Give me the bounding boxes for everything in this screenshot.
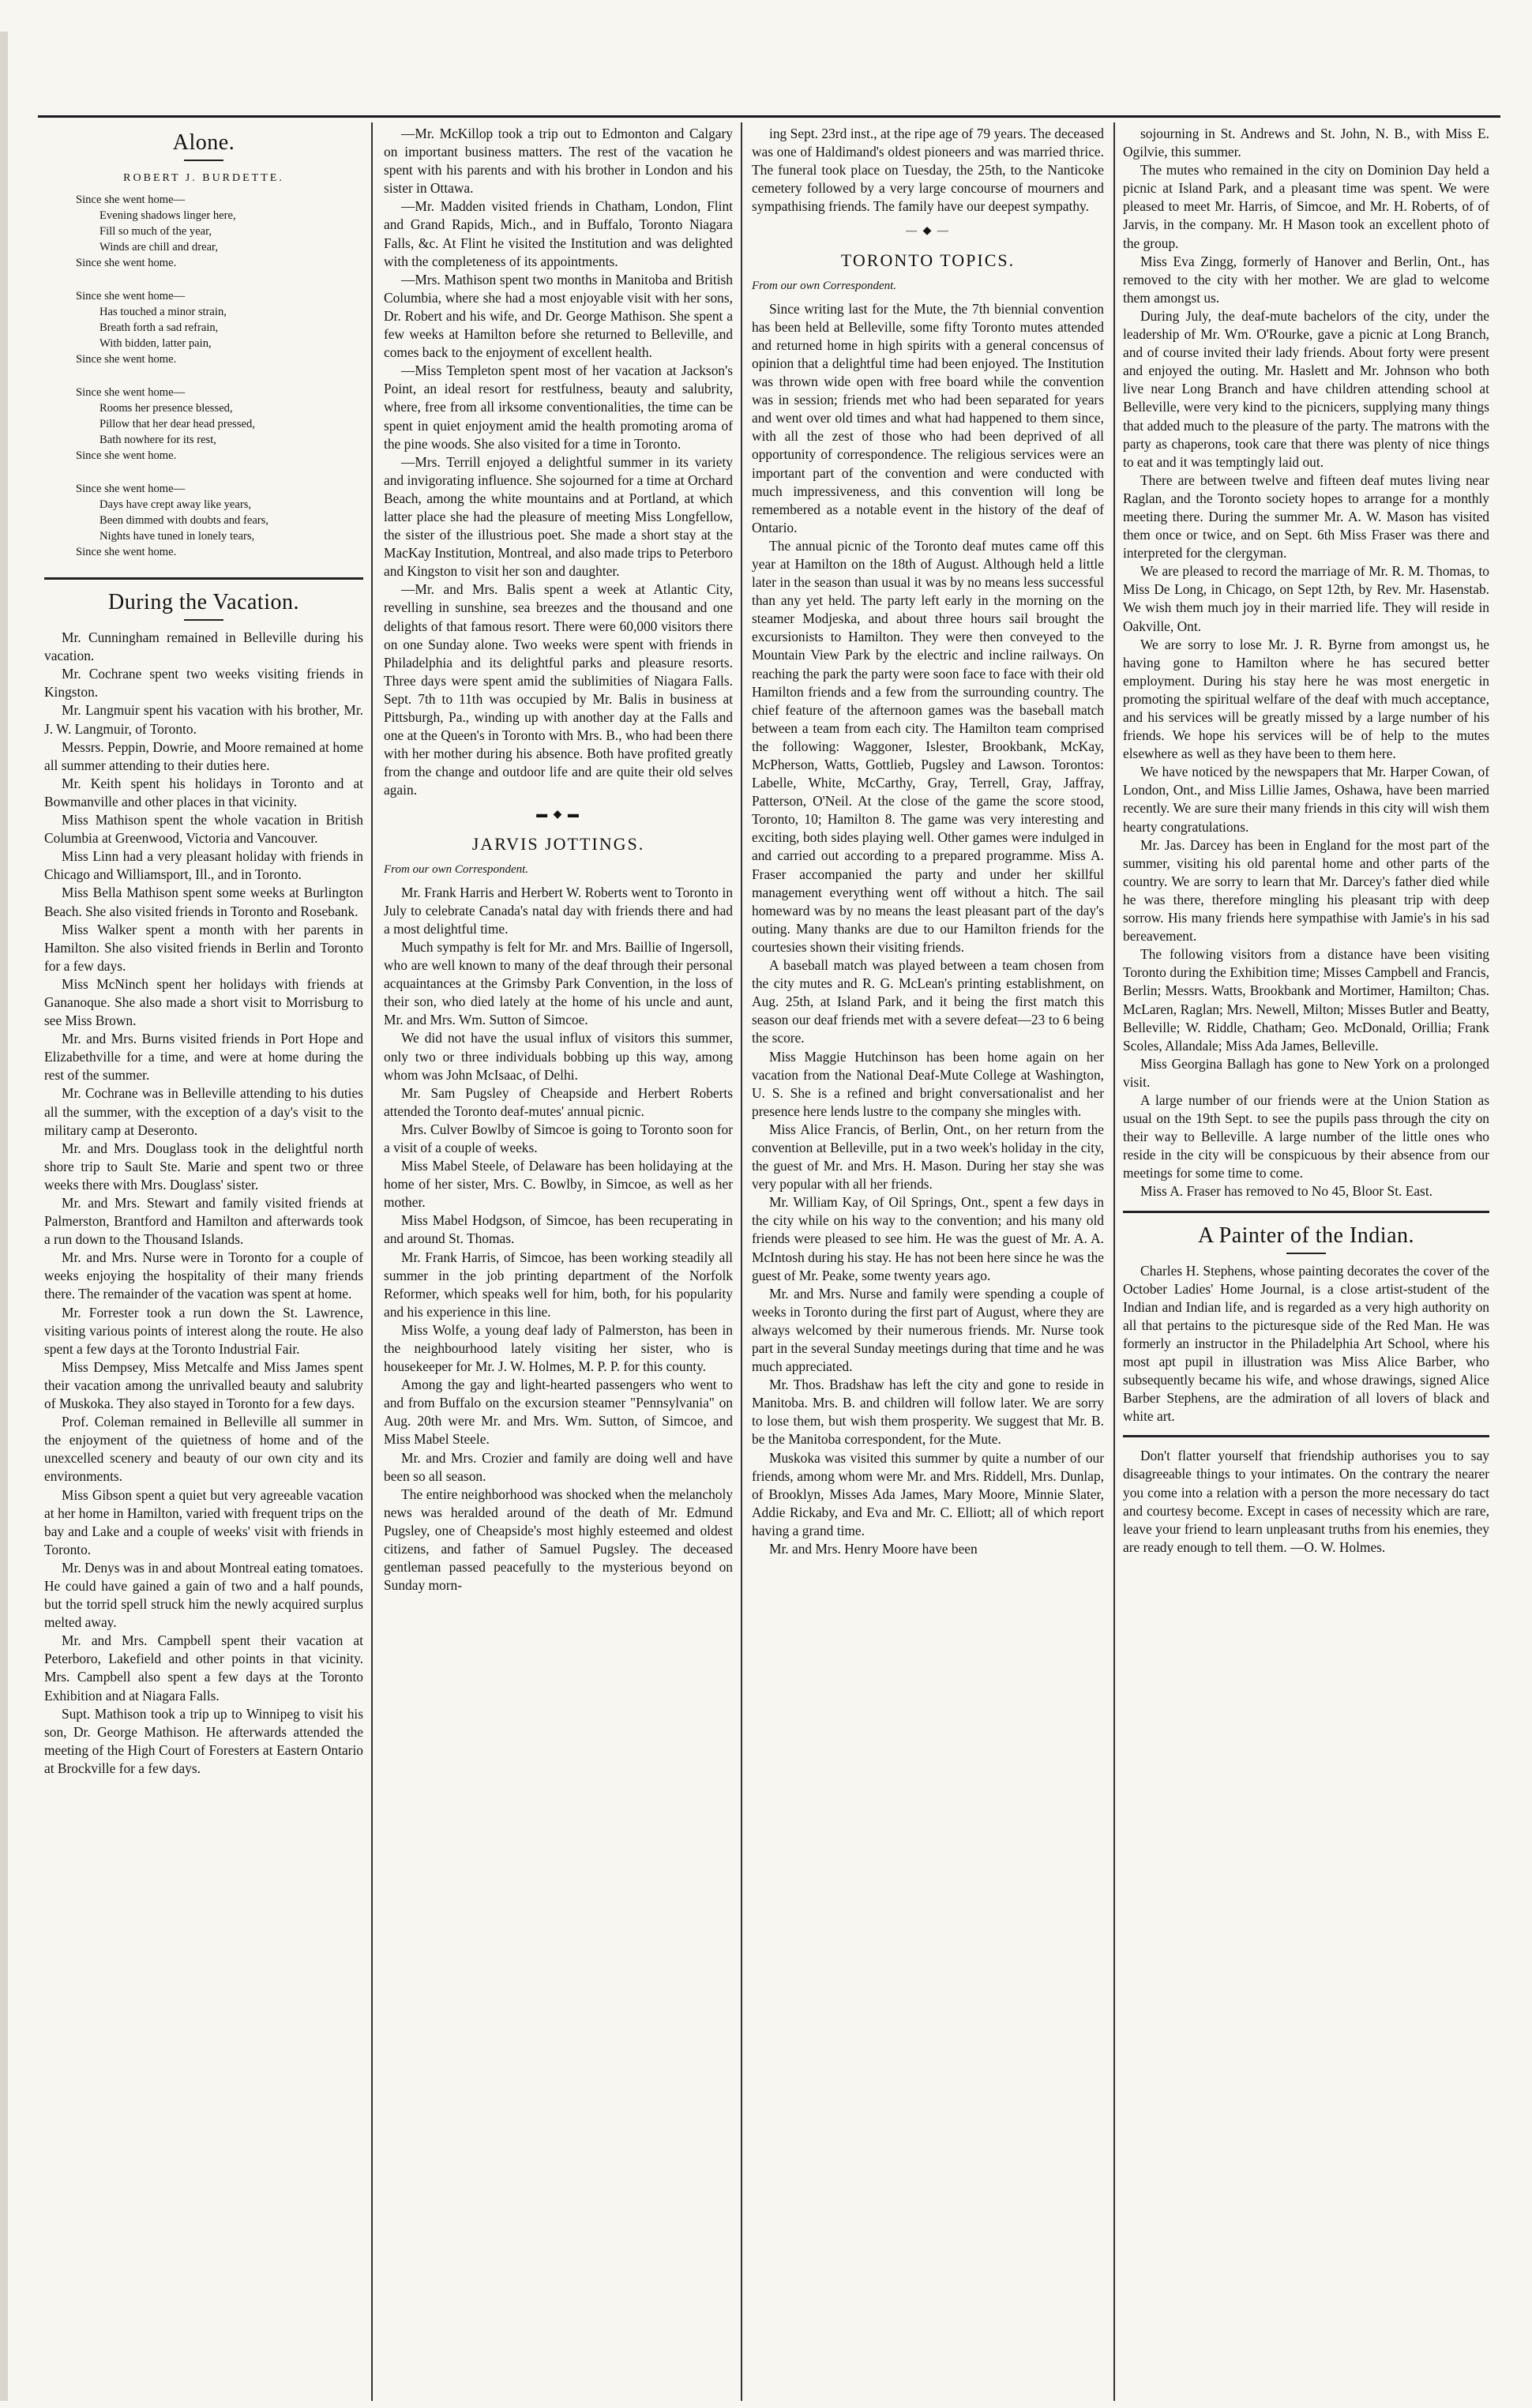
title-rule: [184, 619, 223, 621]
paragraph: Mr. Cochrane was in Belleville attending to his duties all the summer, with the exception of a day's visit to the military camp at Deseronto.: [44, 1085, 363, 1138]
paragraph: Much sympathy is felt for Mr. and Mrs. Baillie of Ingersoll, who are well known to many of the deaf through their personal acquaintances at the Grimsby Park Convention, in the loss of their son, who died lately at the home of his uncle and aunt, Mr. and Mrs. Wm. Sutton of Simcoe.: [384, 938, 733, 1028]
column-rule: [741, 122, 742, 2401]
poem-line: Since she went home.: [76, 257, 177, 270]
paragraph: We did not have the usual influx of visitors this summer, only two or three individuals bobbing up this way, among whom was John McIsaac, of Delhi.: [384, 1030, 733, 1083]
poem-line: Pillow that her dear head pressed,: [100, 418, 255, 431]
paragraph: Mr. Frank Harris, of Simcoe, has been working steadily all summer in the job printing department of the Norfolk Reformer, which speaks well for him, both, for his popularity and his experience in this line.: [384, 1249, 733, 1320]
section-title: TORONTO TOPICS.: [840, 250, 1016, 270]
poem-line: Since she went home—: [76, 193, 186, 207]
article-body: [1123, 125, 1489, 1201]
paragraph: Mr. and Mrs. Crozier and family are doing well and have been so all season.: [384, 1449, 733, 1484]
paragraph: Miss McNinch spent her holidays with friends at Gananoque. She also made a short visit to Morrisburg to see Miss Brown.: [44, 975, 363, 1029]
poem: [76, 192, 363, 560]
poem-stanza: [76, 481, 363, 560]
paragraph: The following visitors from a distance have been visiting Toronto during the Exhibition time; Misses Campbell and Francis, Berlin; Messrs. Watts, Brookbank and Mortimer, Hamilton; Chas. McLaren, Raglan; Mrs. Newell, Milton; Misses Butler and Beatty, Belleville; W. Riddle, Chatham; Geo. McDonald, Orillia; Frank Scoles, Allandale; Miss Ada James, Belleville.: [1123, 946, 1489, 1054]
paragraph: Mr. and Mrs. Burns visited friends in Port Hope and Elizabethville for a time, and were at home during the rest of the summer.: [44, 1031, 363, 1084]
paragraph: Muskoka was visited this summer by quite a number of our friends, among whom were Mr. and Mrs. Riddell, Mrs. Dunlap, of Brooklyn, Misses Ada James, Mary Moore, Minnie Slater, Addie Rickaby, and Eva and Mr. C. Elliott; all of which report having a grand time.: [752, 1449, 1104, 1538]
poem-stanza: [76, 288, 363, 367]
paragraph: ing Sept. 23rd inst., at the ripe age of 79 years. The deceased was one of Haldimand's oldest pioneers and was married thrice. The funeral took place on Tuesday, the 25th, to the Nanticoke cemetery followed by a very large concourse of mourners and sympathising friends. The family have our deepest sympathy.: [752, 126, 1104, 215]
poem-line: Bath nowhere for its rest,: [100, 434, 216, 447]
paragraph: Prof. Coleman remained in Belleville all summer in the enjoyment of the quietness of home and of the unexcelled scenery and beauty of our own city and its environments.: [44, 1414, 363, 1485]
paragraph: Mr. Forrester took a run down the St. Lawrence, visiting various points of interest along the route. He also spent a few days at the Toronto Industrial Fair.: [44, 1304, 363, 1357]
article-body: [384, 125, 733, 799]
paragraph: Miss Bella Mathison spent some weeks at Burlington Beach. She also visited friends in Toronto and Rosebank.: [44, 885, 363, 919]
column-1: [44, 125, 363, 2399]
paragraph: Since writing last for the Mute, the 7th biennial convention has been held at Belleville, some fifty Toronto mutes attended and returned home in high spirits with a general concensus of opinion that a delightful time had been enjoyed. The Institution was thrown wide open with free board while the convention was in session; friends met who had been separated for years and went over old times and what had happened to them since, with all the zest of those who had been deprived of all opportunity of correspondence. The religious services were an important part of the convention and were conducted with much impressiveness, and this convention will long be remembered as a notable event in the history of the deaf of Ontario.: [752, 300, 1104, 535]
article-body: [1123, 1262, 1489, 1426]
paragraph: We are pleased to record the marriage of Mr. R. M. Thomas, to Miss De Long, in Chicago, on Sept 12th, by Rev. Mr. Hasenstab. We wish them much joy in their married life. They will reside in Oakville, Ont.: [1123, 563, 1489, 634]
paragraph: We have noticed by the newspapers that Mr. Harper Cowan, of London, Ont., and Miss Lillie James, Oshawa, have been married recently. We are sure their many friends in this city will wish them hearty congratulations.: [1123, 764, 1489, 835]
poem-line: Since she went home—: [76, 483, 186, 496]
page-edge: [0, 32, 8, 2401]
poem-line: Has touched a minor strain,: [100, 306, 227, 319]
poem-stanza: [76, 192, 363, 271]
ornament-divider: — ◆ —: [906, 225, 950, 238]
column-2: [384, 125, 733, 2399]
paragraph: Miss Eva Zingg, formerly of Hanover and Berlin, Ont., has removed to the city with her mother. We are glad to welcome them amongst us.: [1123, 253, 1489, 306]
paragraph: Mr. and Mrs. Campbell spent their vacation at Peterboro, Lakefield and other points in that vicinity. Mrs. Campbell also spent a few days at the Toronto Exhibition and at Niagara Falls.: [44, 1632, 363, 1704]
poem-line: Nights have tuned in lonely tears,: [100, 530, 255, 543]
column-4: [1123, 125, 1489, 2399]
poem-line: Days have crept away like years,: [100, 498, 252, 512]
section-separator: [1123, 1435, 1489, 1437]
poem-line: Since she went home.: [76, 449, 177, 463]
poem-stanza: [76, 385, 363, 464]
paragraph: Miss Dempsey, Miss Metcalfe and Miss James spent their vacation among the unrivalled beauty and salubrity of Muskoka. They also stayed in Toronto for a few days.: [44, 1358, 363, 1412]
section-separator: [1123, 1211, 1489, 1213]
correspondent-line: From our own Correspondent.: [752, 279, 897, 292]
paragraph: Mr. Jas. Darcey has been in England for the most part of the summer, visiting his old parental home and other parts of the country. We are sorry to learn that Mr. Darcey's father died while he was there, therefore mingling his pleasant trip with deep sorrow. His many friends here sympathise with Jamie's in his sad bereavement.: [1123, 836, 1489, 945]
section-separator: [44, 577, 363, 580]
paragraph: Mr. Cunningham remained in Belleville during his vacation.: [44, 629, 363, 664]
paragraph: —Mr. Madden visited friends in Chatham, London, Flint and Grand Rapids, Mich., and in Buffalo, Toronto Niagara Falls, &c. At Flint he visited the Institution and was delighted with the completeness of its appointments.: [384, 198, 733, 269]
paragraph: Mr. Cochrane spent two weeks visiting friends in Kingston.: [44, 666, 363, 701]
paragraph: Mr. Thos. Bradshaw has left the city and gone to reside in Manitoba. Mrs. B. and children will follow later. We are sorry to lose them, but wish them prosperity. We suggest that Mr. B. be the Manitoba correspondent, for the Mute.: [752, 1377, 1104, 1448]
paragraph: The annual picnic of the Toronto deaf mutes came off this year at Hamilton on the 18th of August. Although held a little later in the season than usual it was by no means less successful than any yet held. The party left early in the morning on the steamer Modjeska, and about three hours sail brought the excursionists to Hamilton. They were then conveyed to the Mountain View Park by the electric and incline railways. On reaching the park the party were soon face to face with their old Hamilton friends and a few from the surrounding country. The chief feature of the afternoon games was the baseball match between a team from each city. The Hamilton team comprised the following: Waggoner, Islester, Brookbank, McKay, McPherson, Watts, Gottlieb, Pugsley and Lawson. Torontos: Labelle, White, McCarthy, Gray, Terrell, Gray, Jaffray, Patterson, O'Neil. At the close of the game the score stood, Toronto, 10; Hamilton 8. The game was very interesting and exciting, both sides playing well. Other games were indulged in and carried out according to a prepared programme. Miss A. Fraser accompanied the party and under her skillful management everything went off without a hitch. The sail homeward was by no means the least pleasant part of the day's outing. Many thanks are due to our Hamilton friends for the courtesies shown their visiting friends.: [752, 537, 1104, 955]
poem-line: Evening shadows linger here,: [100, 209, 236, 223]
poem-line: Breath forth a sad refrain,: [100, 321, 219, 335]
paragraph: The entire neighborhood was shocked when the melancholy news was heralded around of the death of Mr. Edmund Pugsley, one of Cheapside's most highly esteemed and oldest citizens, and father of Samuel Pugsley. The deceased gentleman passed peacefully to the mysterious beyond on Sunday morn-: [384, 1486, 733, 1594]
section-title: A Painter of the Indian.: [1197, 1223, 1415, 1248]
article-body: [752, 300, 1104, 1558]
paragraph: Mrs. Culver Bowlby of Simcoe is going to Toronto soon for a visit of a couple of weeks.: [384, 1121, 733, 1155]
paragraph: Mr. Sam Pugsley of Cheapside and Herbert Roberts attended the Toronto deaf-mutes' annual picnic.: [384, 1084, 733, 1119]
paragraph: —Mr. McKillop took a trip out to Edmonton and Calgary on important business matters. The rest of the vacation he spent with his parents and with his brother in London and his sister in Ottawa.: [384, 126, 733, 197]
top-rule: [38, 115, 1500, 118]
title-rule: [184, 160, 223, 161]
column-rule: [1113, 122, 1115, 2401]
paragraph: Mr. William Kay, of Oil Springs, Ont., spent a few days in the city while on his way to the convention; and his many old friends were pleased to see him. He was the guest of Mr. A. A. McIntosh during his stay. He has not been here since he was the guest of Mr. Peake, some twenty years ago.: [752, 1194, 1104, 1283]
paragraph: We are sorry to lose Mr. J. R. Byrne from amongst us, he having gone to Hamilton where he has secured better employment. During his stay here he was most energetic in promoting the spiritual welfare of the deaf with much acceptance, and his services will be greatly missed by a large number of his friends. We hope his services will be of help to the mutes elsewhere as well as they have been to them here.: [1123, 636, 1489, 762]
poem-line: With bidden, latter pain,: [100, 337, 212, 351]
ornament-divider: ▬ ◆ ▬: [536, 809, 580, 821]
column-rule: [371, 122, 373, 2401]
poem-title: Alone.: [172, 130, 235, 155]
poem-line: Since she went home.: [76, 546, 177, 559]
column-3: [752, 125, 1104, 2399]
paragraph: Miss Linn had a very pleasant holiday with friends in Chicago and Williamsport, Ill., and in Toronto.: [44, 848, 363, 883]
paragraph: During July, the deaf-mute bachelors of the city, under the leadership of Mr. Wm. O'Rourke, gave a picnic at Long Branch, and of course invited their lady friends. About forty were present and enjoyed the outing. Mr. Haslett and Mr. Johnson who both live near Long Branch and have children attending school at Belleville, were very kind to the picnicers, supplying many things that added much to the pleasure of the party. The matrons with the party as chaperons, took care that there was plenty of nice things to eat and it was temptingly laid out.: [1123, 307, 1489, 470]
paragraph: There are between twelve and fifteen deaf mutes living near Raglan, and the Toronto society hopes to arrange for a monthly meeting there. During the summer Mr. A. W. Mason has visited them once or twice, and on Sept. 6th Miss Fraser was there and interpreted for the clergyman.: [1123, 471, 1489, 562]
paragraph: Mr. and Mrs. Stewart and family visited friends at Palmerston, Brantford and Hamilton and afterwards took a run down to the Thousand Islands.: [44, 1195, 363, 1248]
paragraph: —Mr. and Mrs. Balis spent a week at Atlantic City, revelling in sunshine, sea breezes and the thousand and one delights of that famous resort. There were 60,000 visitors there on one Sunday alone. Two weeks were spent with friends in Philadelphia and its delightful parks and pleasure resorts. Three days were spent amid the sublimities of Niagara Falls. Sept. 7th to 11th was occupied by Mr. Balis in business at Pittsburgh, Pa., winding up with another day at the Falls and one at the Queen's in Toronto with Mrs. B., who had been there with her mother during his absence. Both have profited greatly from the change and outdoor life and are quite their old selves again.: [384, 581, 733, 798]
paragraph: Mr. Denys was in and about Montreal eating tomatoes. He could have gained a gain of two and a half pounds, but the torrid spell struck him the newly acquired surplus melted away.: [44, 1559, 363, 1631]
paragraph: Mr. and Mrs. Douglass took in the delightful north shore trip to Sault Ste. Marie and spent two or three weeks there with Mrs. Douglass' sister.: [44, 1140, 363, 1193]
title-rule: [1286, 1253, 1326, 1254]
paragraph: Miss Walker spent a month with her parents in Hamilton. She also visited friends in Berlin and Toronto for a few days.: [44, 921, 363, 974]
paragraph: sojourning in St. Andrews and St. John, N. B., with Miss E. Ogilvie, this summer.: [1123, 126, 1489, 160]
paragraph: Miss Georgina Ballagh has gone to New York on a prolonged visit.: [1123, 1055, 1489, 1090]
paragraph: The mutes who remained in the city on Dominion Day held a picnic at Island Park, and a pleasant time was spent. We were pleased to meet Mr. Harris, of Simcoe, and Mr. H. Roberts, of of Jarvis, in the company. Mr. H Mason took an excellent photo of the group.: [1123, 162, 1489, 251]
paragraph: Mr. Keith spent his holidays in Toronto and at Bowmanville and other places in that vicinity.: [44, 775, 363, 810]
paragraph: Mr. and Mrs. Nurse and family were spending a couple of weeks in Toronto during the first part of August, where they are always welcomed by their numerous friends. Mr. Nurse took part in the several Sunday meetings during that time and he was much appreciated.: [752, 1285, 1104, 1375]
paragraph: A baseball match was played between a team chosen from the city mutes and R. G. McLean's printing establishment, on Aug. 25th, at Island Park, and it being the first match this season our deaf friends met with a severe defeat—23 to 6 being the score.: [752, 957, 1104, 1046]
poem-line: Since she went home—: [76, 386, 186, 400]
poem-line: Rooms her presence blessed,: [100, 402, 233, 415]
paragraph: Among the gay and light-hearted passengers who went to and from Buffalo on the excursion steamer "Pennsylvania" on Aug. 20th were Mr. and Mrs. Wm. Sutton, of Simcoe, and Miss Mabel Steele.: [384, 1377, 733, 1448]
correspondent-line: From our own Correspondent.: [384, 862, 529, 876]
poem-line: Been dimmed with doubts and fears,: [100, 514, 268, 528]
paragraph: A large number of our friends were at the Union Station as usual on the 19th Sept. to see the pupils pass through the city on their way to Belleville. A large number of the little ones who reside in the city will be conspicuous by their absence from our meetings for some time to come.: [1123, 1091, 1489, 1181]
closing-quote: Don't flatter yourself that friendship authorises you to say disagreeable things to your intimates. On the contrary the nearer you come into a relation with a person the more necessary do tact and courtesy become. Except in cases of necessity which are rare, leave your friend to learn unpleasant truths from his enemies, they are ready enough to tell them. —O. W. Holmes.: [1123, 1448, 1489, 1555]
paragraph: Miss A. Fraser has removed to No 45, Bloor St. East.: [1140, 1183, 1433, 1200]
paragraph: —Miss Templeton spent most of her vacation at Jackson's Point, an ideal resort for restfulness, beauty and salubrity, where, free from all irksome conventionalities, the time can be spent in quiet enjoyment amid the health promoting aroma of the pine woods. She also visited for a time in Toronto.: [384, 363, 733, 452]
paragraph: Miss Gibson spent a quiet but very agreeable vacation at her home in Hamilton, varied with frequent trips on the bay and Lake and a couple of weeks' visit with friends in Toronto.: [44, 1486, 363, 1557]
paragraph: Messrs. Peppin, Dowrie, and Moore remained at home all summer attending to their duties here.: [44, 738, 363, 773]
paragraph: Miss Wolfe, a young deaf lady of Palmerston, has been in the neighbourhood lately visiting her sister, who is housekeeper for Mr. J. W. Holmes, M. P. P. for this county.: [384, 1321, 733, 1375]
poem-author: ROBERT J. BURDETTE.: [123, 172, 284, 184]
paragraph: —Mrs. Mathison spent two months in Manitoba and British Columbia, where she had a most enjoyable visit with her sons, Dr. Robert and his wife, and Dr. George Mathison. She spent a few weeks at Hamilton before she returned to Belleville, and comes back to the enjoyment of excellent health.: [384, 271, 733, 361]
paragraph: Miss Alice Francis, of Berlin, Ont., on her return from the convention at Belleville, put in a two week's holiday in the city, the guest of Mr. and Mrs. H. Mason. During her stay she was very popular with all her friends.: [752, 1121, 1104, 1193]
poem-line: Since she went home—: [76, 290, 186, 303]
paragraph: Miss Mathison spent the whole vacation in British Columbia at Greenwood, Victoria and Vancouver.: [44, 812, 363, 847]
paragraph: Mr. Langmuir spent his vacation with his brother, Mr. J. W. Langmuir, of Toronto.: [44, 702, 363, 737]
paragraph: Supt. Mathison took a trip up to Winnipeg to visit his son, Dr. George Mathison. He afterwards attended the meeting of the High Court of Foresters at Eastern Ontario at Brockville for a few days.: [44, 1705, 363, 1776]
article-body: [752, 125, 1104, 216]
section-title: JARVIS JOTTINGS.: [471, 833, 645, 854]
paragraph: Miss Maggie Hutchinson has been home again on her vacation from the National Deaf-Mute College at Washington, U. S. She is a refined and bright conversationalist and her presence here lends lustre to the company she mingles with.: [752, 1048, 1104, 1119]
poem-line: Fill so much of the year,: [100, 225, 212, 239]
paragraph: Charles H. Stephens, whose painting decorates the cover of the October Ladies' Home Journal, is a close artist-student of the Indian and Indian life, and is regarded as a very high authority on all that pertains to the picturesque side of the Red Man. He was formerly an instructor in the Philadelphia Art School, where his most apt pupil in illustration was Miss Alice Barber, who subsequently became his wife, and whose drawings, signed Alice Barber Stephens, are the admiration of all lovers of black and white art.: [1123, 1262, 1489, 1425]
section-title: During the Vacation.: [108, 590, 299, 615]
paragraph: Miss Mabel Steele, of Delaware has been holidaying at the home of her sister, Mrs. C. Bowlby, in Simcoe, as well as her mother.: [384, 1158, 733, 1211]
paragraph: Mr. and Mrs. Henry Moore have been: [769, 1541, 978, 1557]
poem-line: Winds are chill and drear,: [100, 241, 218, 254]
paragraph: Mr. Frank Harris and Herbert W. Roberts went to Toronto in July to celebrate Canada's natal day with friends there and had a most delightful time.: [384, 884, 733, 937]
paragraph: Miss Mabel Hodgson, of Simcoe, has been recuperating in and around St. Thomas.: [384, 1212, 733, 1247]
poem-line: Since she went home.: [76, 353, 177, 366]
article-body: [44, 629, 363, 1778]
paragraph: Mr. and Mrs. Nurse were in Toronto for a couple of weeks enjoying the hospitality of their many friends there. The remainder of the vacation was spent at home.: [44, 1249, 363, 1302]
article-body: [384, 884, 733, 1595]
paragraph: —Mrs. Terrill enjoyed a delightful summer in its variety and invigorating influence. She sojourned for a time at Orchard Beach, among the white mountains and at Portland, at which latter place she had the pleasure of meeting Miss Longfellow, the sister of the illustrious poet. She made a short stay at the MacKay Institution, Montreal, and also made trips to Peterboro and Kingston to visit her son and daughter.: [384, 453, 733, 580]
